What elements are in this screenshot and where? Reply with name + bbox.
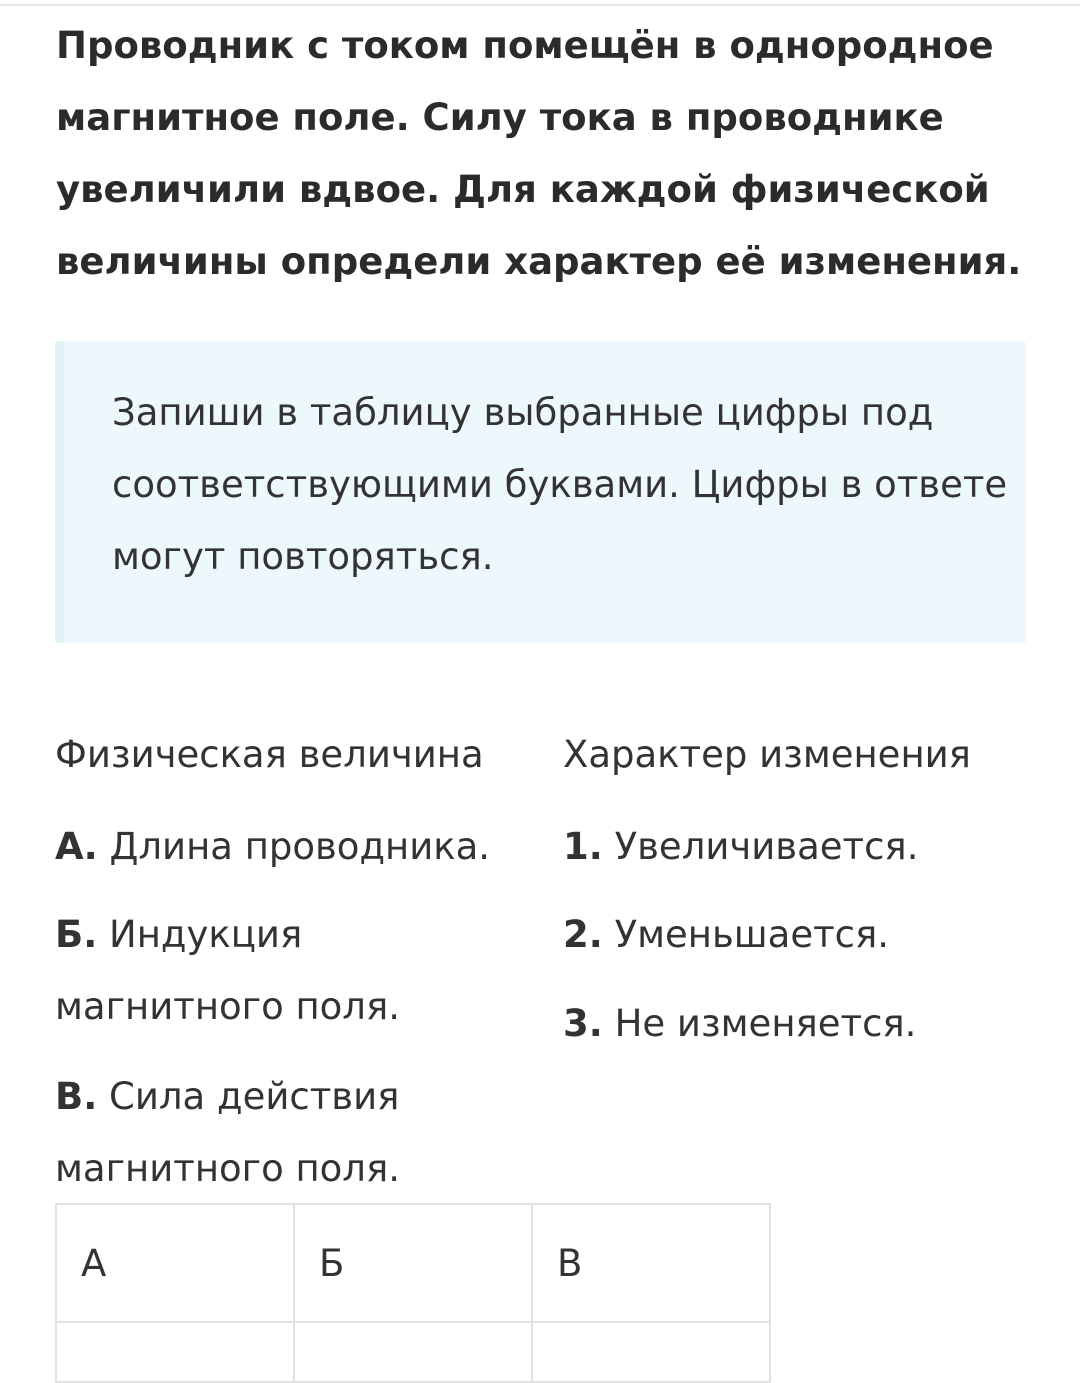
quantity-column-header: Физическая величина bbox=[55, 733, 484, 776]
question-text: Проводник с током помещён в однородное магнитное поле. Силу тока в проводнике увеличили вдвое. Для каждой физической величины определи характер её изменения. bbox=[56, 24, 1022, 283]
answer-cell-a[interactable] bbox=[56, 1322, 294, 1382]
answer-header-a: А bbox=[56, 1204, 294, 1322]
answer-cell-v[interactable] bbox=[532, 1322, 770, 1382]
instruction-text: Запиши в таблицу выбранные цифры под соответствующими буквами. Цифры в ответе могут повторяться. bbox=[112, 391, 1008, 578]
answer-table bbox=[55, 1203, 771, 1383]
answer-table-input-row bbox=[56, 1322, 770, 1382]
change-item-1 bbox=[563, 811, 1033, 883]
answer-header-v: В bbox=[532, 1204, 770, 1322]
quantity-item-a bbox=[55, 811, 525, 883]
quantity-marker: В. bbox=[55, 1075, 98, 1118]
change-label: Увеличивается. bbox=[602, 825, 919, 868]
change-label: Не изменяется. bbox=[602, 1002, 917, 1045]
quantity-marker: Б. bbox=[55, 913, 98, 956]
quantity-label: Длина проводника. bbox=[97, 825, 491, 868]
quantity-item-v bbox=[55, 1061, 455, 1205]
change-marker: 3. bbox=[563, 1002, 603, 1045]
change-marker: 1. bbox=[563, 825, 603, 868]
change-column-header: Характер изменения bbox=[563, 733, 971, 776]
quantity-label: Сила действия магнитного поля. bbox=[55, 1075, 400, 1190]
change-item-2 bbox=[563, 899, 1033, 971]
change-item-3 bbox=[563, 988, 1033, 1060]
answer-cell-b[interactable] bbox=[294, 1322, 532, 1382]
instruction-box bbox=[55, 341, 1026, 643]
answer-table-header-row bbox=[56, 1204, 770, 1322]
answer-header-b: Б bbox=[294, 1204, 532, 1322]
change-marker: 2. bbox=[563, 913, 603, 956]
quantity-marker: А. bbox=[55, 825, 98, 868]
quantity-label: Индукция магнитного поля. bbox=[55, 913, 400, 1028]
quantity-item-b bbox=[55, 899, 455, 1043]
top-divider bbox=[0, 0, 1080, 6]
change-label: Уменьшается. bbox=[602, 913, 890, 956]
